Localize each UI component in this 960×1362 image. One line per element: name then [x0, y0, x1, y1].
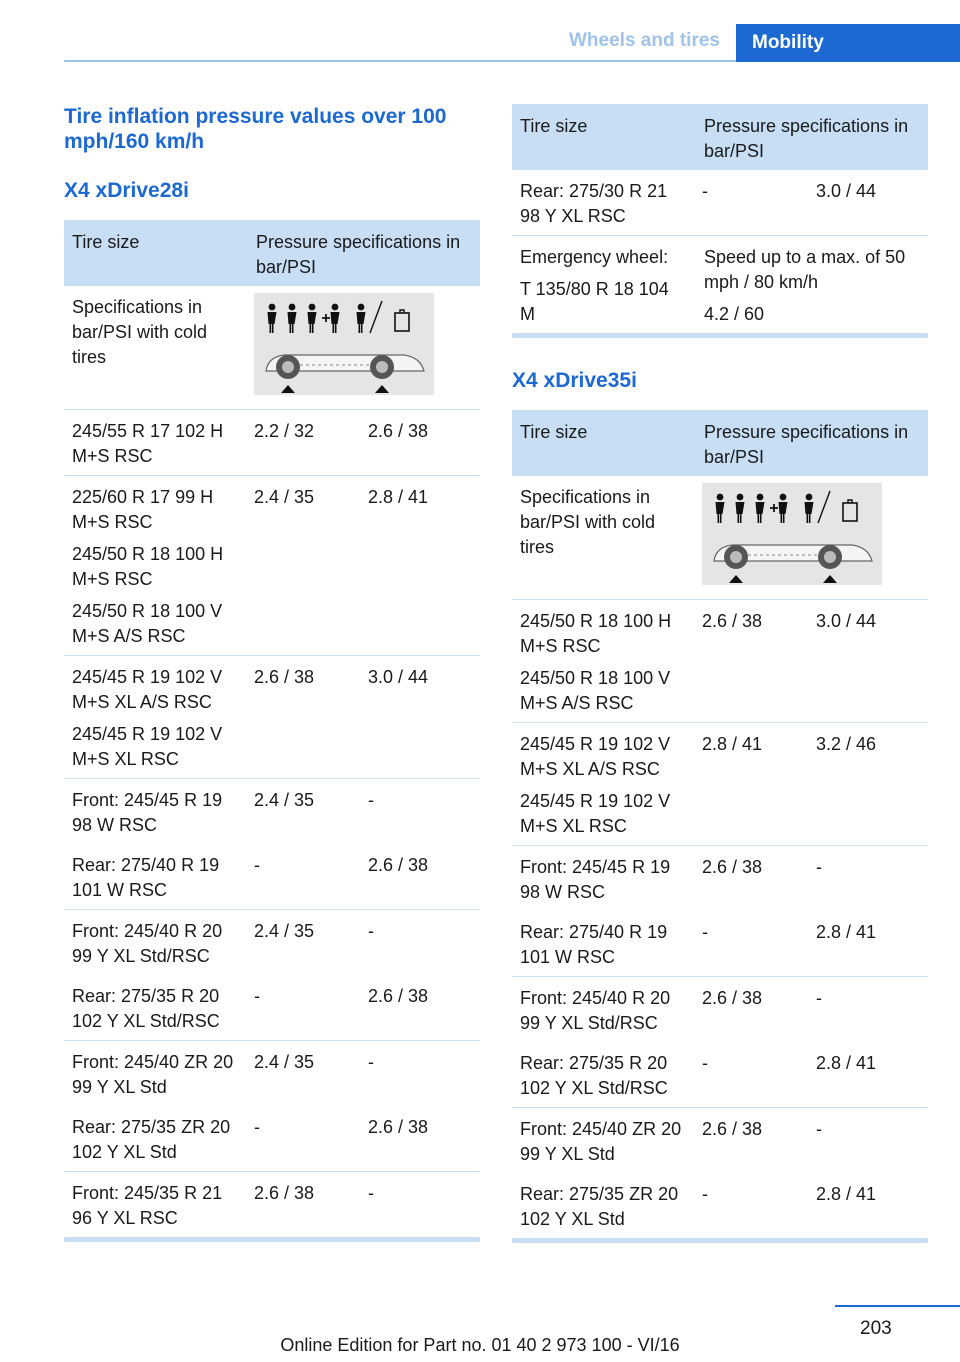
table-row [64, 476, 480, 656]
pressure-full-load: 2.6 / 38 [362, 844, 480, 910]
person-head [757, 494, 764, 501]
tire-size: Rear: 275/40 R 19 101 W RSC [520, 922, 668, 967]
person-body [756, 502, 765, 523]
person-head [358, 304, 365, 311]
pressure-full-load: 2.8 / 41 [810, 911, 928, 977]
tire-size: 245/45 R 19 102 V M+S XL A/S RSC [72, 667, 223, 712]
pressure-note-cell [696, 236, 928, 334]
section-title: Wheels and tires [569, 30, 720, 51]
table-row [64, 656, 480, 779]
person-body [736, 502, 745, 523]
luggage-icon [395, 313, 409, 331]
tire-size: 245/50 R 18 100 V M+S A/S RSC [520, 668, 671, 713]
tire-size-cell [512, 911, 696, 977]
tire-size-cell [64, 1172, 248, 1238]
spec-label: Specifications in bar/PSI with cold tires [512, 476, 696, 600]
tire-size-cell [512, 723, 696, 846]
pressure-table-28i-continued [512, 104, 928, 333]
pressure-normal-load: 2.8 / 41 [696, 723, 810, 846]
table-row [512, 170, 928, 236]
pressure-normal-load: - [248, 844, 362, 910]
table-row [512, 723, 928, 846]
tire-size: T 135/80 R 18 104 M [520, 279, 669, 324]
tire-size: Front: 245/35 R 21 96 Y XL RSC [72, 1183, 223, 1228]
person-body [268, 312, 277, 333]
car-icon [714, 545, 872, 583]
person-body [288, 312, 297, 333]
tire-size-cell [512, 170, 696, 236]
column-header-pressure: Pressure specifications in bar/PSI [248, 220, 480, 286]
pressure-full-load: - [368, 1183, 374, 1203]
load-pictogram [702, 483, 882, 585]
tire-size-cell [512, 977, 696, 1043]
tire-size-cell [64, 656, 248, 779]
table-row [64, 1041, 480, 1107]
page-title: Tire inflation pressure values over 100 mph/160 km/h [64, 105, 447, 153]
vehicle-load-icon [702, 483, 882, 585]
tire-size: Front: 245/40 R 20 99 Y XL Std/RSC [72, 921, 223, 966]
pressure-normal-load: 2.6 / 38 [702, 857, 763, 877]
table-row [512, 846, 928, 912]
table-row [512, 977, 928, 1043]
arrow-up-icon [375, 385, 389, 393]
pressure-full-load: 2.8 / 41 [810, 1042, 928, 1108]
tire-size: 245/45 R 19 102 V M+S XL RSC [72, 724, 223, 769]
pressure-normal-load: - [702, 1184, 708, 1204]
tire-size: 245/50 R 18 100 H M+S RSC [520, 611, 672, 656]
occupants-group [268, 301, 410, 333]
luggage-icon [843, 503, 857, 521]
tire-size: Front: 245/40 ZR 20 99 Y XL Std [72, 1052, 234, 1097]
chapter-tab: Mobility [736, 24, 960, 62]
table-row [64, 975, 480, 1041]
pressure-full-load: 2.6 / 38 [362, 975, 480, 1041]
tire-size-cell [512, 600, 696, 723]
person-head [780, 494, 787, 501]
column-header-tire-size: Tire size [64, 220, 248, 286]
tire-size: 245/45 R 19 102 V M+S XL RSC [520, 791, 671, 836]
table-row [64, 910, 480, 976]
tire-size: Rear: 275/35 ZR 20 102 Y XL Std [520, 1184, 679, 1229]
pressure-full-load: 3.2 / 46 [810, 723, 928, 846]
tire-size-cell [512, 1173, 696, 1238]
table-row [512, 600, 928, 723]
tire-size: 245/55 R 17 102 H M+S RSC [72, 421, 224, 466]
pressure-full-load: 2.6 / 38 [362, 410, 480, 476]
slash-divider [818, 491, 830, 523]
person-head [289, 304, 296, 311]
pressure-table-28i [64, 220, 480, 1237]
tire-size-cell [64, 1106, 248, 1172]
tire-size-cell [64, 410, 248, 476]
column-header-pressure: Pressure specifications in bar/PSI [696, 104, 928, 170]
pressure-normal-load: 2.4 / 35 [254, 1052, 315, 1072]
pressure-full-load: - [368, 1052, 374, 1072]
pressure-normal-load: 2.6 / 38 [702, 1119, 763, 1139]
pressure-full-load: 2.8 / 41 [816, 1184, 877, 1204]
table-row [64, 1172, 480, 1238]
person-head [269, 304, 276, 311]
tire-size: Front: 245/40 ZR 20 99 Y XL Std [520, 1119, 682, 1164]
slash-divider [370, 301, 382, 333]
tire-size-cell [64, 844, 248, 910]
column-header-tire-size: Tire size [512, 410, 696, 476]
load-pictogram [254, 293, 434, 395]
table-row [64, 1106, 480, 1172]
person-head [806, 494, 813, 501]
tire-size-cell [64, 910, 248, 976]
pressure-normal-load: 2.4 / 35 [254, 790, 315, 810]
plus-icon [322, 314, 330, 322]
edition-footer: Online Edition for Part no. 01 40 2 973 100 - VI/16 [280, 1335, 680, 1355]
person-head [309, 304, 316, 311]
pressure-note: Speed up to a max. of 50 mph / 80 km/h [704, 247, 906, 292]
plus-icon [770, 504, 778, 512]
table-header-row [512, 104, 928, 170]
tire-size-cell [512, 846, 696, 912]
pressure-normal-load: 2.6 / 38 [702, 988, 763, 1008]
load-icon-cell [696, 476, 928, 600]
pressure-normal-load: 2.2 / 32 [248, 410, 362, 476]
tire-size-cell [64, 1041, 248, 1107]
pressure-normal-load: 2.6 / 38 [696, 600, 810, 723]
tire-size: Rear: 275/40 R 19 101 W RSC [72, 855, 220, 900]
table-row [64, 410, 480, 476]
model-subtitle: X4 xDrive28i [64, 179, 189, 202]
person-body [357, 312, 366, 333]
pressure-normal-load: 2.4 / 35 [254, 921, 315, 941]
tire-size: Rear: 275/30 R 21 98 Y XL RSC [520, 181, 668, 226]
occupants-group [716, 491, 858, 523]
tire-size: Rear: 275/35 R 20 102 Y XL Std/RSC [72, 986, 220, 1031]
pressure-normal-load: - [696, 1042, 810, 1108]
tire-size: 225/60 R 17 99 H M+S RSC [72, 487, 214, 532]
model-subtitle: X4 xDrive35i [512, 369, 637, 392]
arrow-up-icon [729, 575, 743, 583]
person-head [717, 494, 724, 501]
table-end-bar [64, 1237, 480, 1242]
pressure-normal-load: 2.6 / 38 [254, 1183, 315, 1203]
table-row [512, 1173, 928, 1238]
pressure-normal-load: - [696, 911, 810, 977]
pressure-full-load: 3.0 / 44 [362, 656, 480, 779]
table-header-row [64, 220, 480, 286]
pressure-full-load: 3.0 / 44 [810, 600, 928, 723]
pressure-table-35i [512, 410, 928, 1238]
tire-size: 245/45 R 19 102 V M+S XL A/S RSC [520, 734, 671, 779]
column-header-pressure: Pressure specifications in bar/PSI [696, 410, 928, 476]
table-row [64, 779, 480, 845]
spec-label: Specifications in bar/PSI with cold tires [64, 286, 248, 410]
pressure-full-load: 3.0 / 44 [810, 170, 928, 236]
pressure-full-load: - [816, 1119, 822, 1139]
pressure-normal-load: - [696, 170, 810, 236]
person-body [331, 312, 340, 333]
pressure-full-load: 2.8 / 41 [362, 476, 480, 656]
pressure-full-load: - [368, 790, 374, 810]
pressure-full-load: 2.6 / 38 [362, 1106, 480, 1172]
tire-size-cell [64, 975, 248, 1041]
pressure-note: 4.2 / 60 [704, 304, 765, 324]
car-icon [266, 355, 424, 393]
person-body [805, 502, 814, 523]
tire-size-cell [64, 779, 248, 845]
pressure-full-load: - [368, 921, 374, 941]
load-icon-cell [248, 286, 480, 410]
spec-row [64, 286, 480, 410]
column-header-tire-size: Tire size [512, 104, 696, 170]
pressure-normal-load: - [248, 1106, 362, 1172]
pressure-normal-load: 2.6 / 38 [248, 656, 362, 779]
pressure-full-load: - [816, 857, 822, 877]
tire-size: 245/50 R 18 100 V M+S A/S RSC [72, 601, 223, 646]
tire-size: Front: 245/45 R 19 98 W RSC [520, 857, 671, 902]
person-body [308, 312, 317, 333]
vehicle-load-icon [254, 293, 434, 395]
person-head [737, 494, 744, 501]
tire-size: 245/50 R 18 100 H M+S RSC [72, 544, 224, 589]
footer-rule [835, 1305, 960, 1307]
table-header-row [512, 410, 928, 476]
table-row [512, 911, 928, 977]
pressure-normal-load: 2.4 / 35 [248, 476, 362, 656]
tire-size: Rear: 275/35 ZR 20 102 Y XL Std [72, 1117, 231, 1162]
table-row [64, 844, 480, 910]
page-number: 203 [860, 1318, 892, 1339]
arrow-up-icon [281, 385, 295, 393]
tire-size-cell [512, 236, 696, 334]
tire-size: Emergency wheel: [520, 247, 669, 267]
person-body [716, 502, 725, 523]
table-row [512, 1108, 928, 1174]
table-row [512, 236, 928, 334]
arrow-up-icon [823, 575, 837, 583]
person-head [332, 304, 339, 311]
table-end-bar [512, 1238, 928, 1243]
person-body [779, 502, 788, 523]
tire-size: Rear: 275/35 R 20 102 Y XL Std/RSC [520, 1053, 668, 1098]
tire-size-cell [512, 1108, 696, 1174]
tire-size: Front: 245/40 R 20 99 Y XL Std/RSC [520, 988, 671, 1033]
tire-size-cell [64, 476, 248, 656]
pressure-normal-load: - [248, 975, 362, 1041]
left-column [64, 104, 480, 1242]
pressure-full-load: - [816, 988, 822, 1008]
right-column [512, 104, 928, 1243]
tire-size: Front: 245/45 R 19 98 W RSC [72, 790, 223, 835]
spec-row [512, 476, 928, 600]
tire-size-cell [512, 1042, 696, 1108]
table-row [512, 1042, 928, 1108]
